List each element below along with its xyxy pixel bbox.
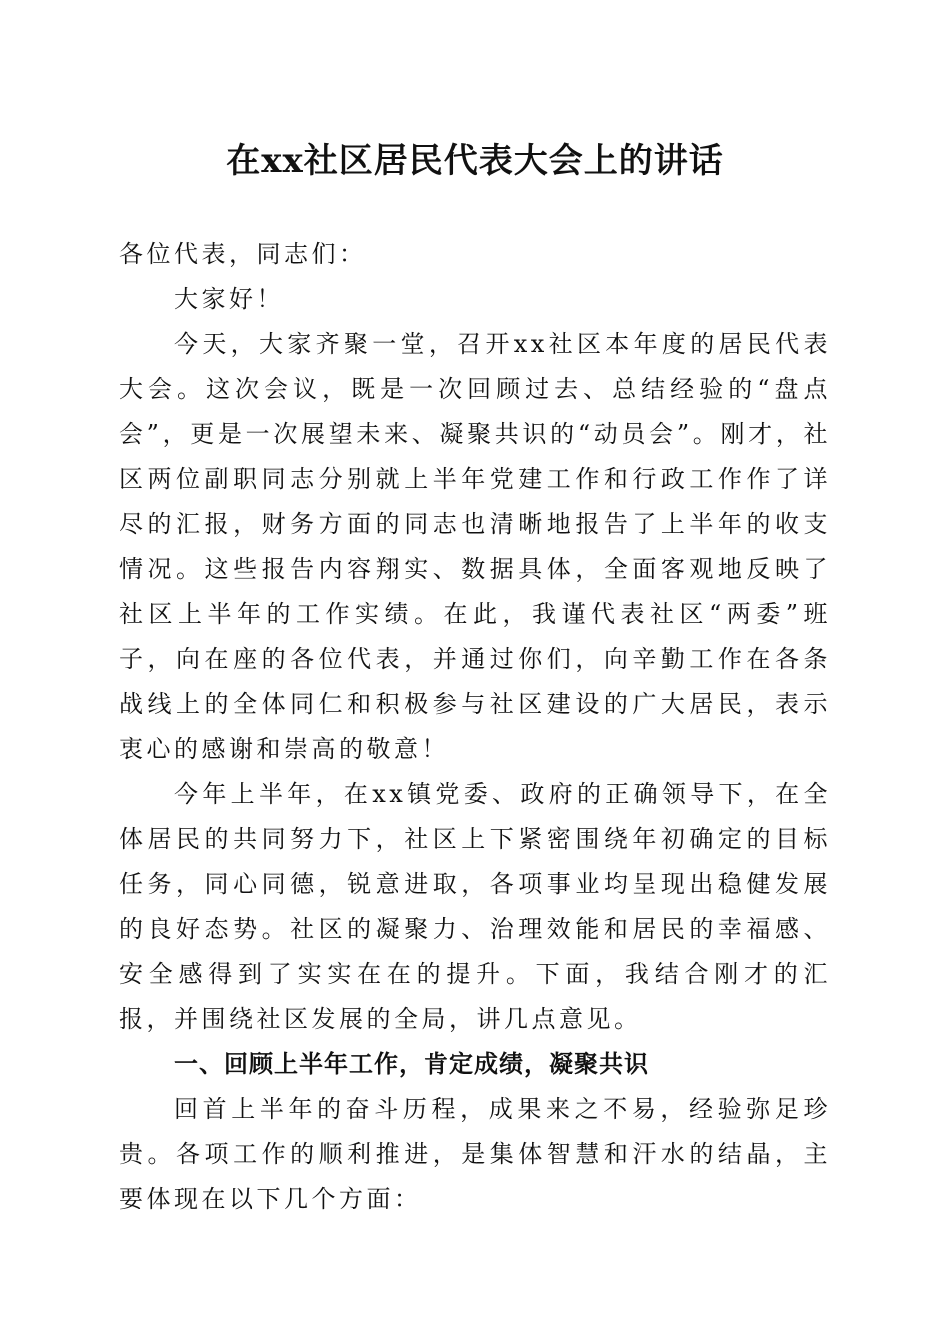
paragraph-half-year-summary: 今年上半年，在xx镇党委、政府的正确领导下，在全体居民的共同努力下，社区上下紧密围绕年初确定的目标任务，同心同德，锐意进取，各项事业均呈现出稳健发展的良好态势。社区的凝聚力、治理效能和居民的幸福感、安全感得到了实实在在的提升。下面，我结合刚才的汇报，并围绕社区发展的全局，讲几点意见。 [119,780,831,1033]
paragraph-opening: 今天，大家齐聚一堂，召开xx社区本年度的居民代表大会。这次会议，既是一次回顾过去、总结经验的“盘点会”，更是一次展望未来、凝聚共识的“动员会”。刚才，社区两位副职同志分别就上半年党建工作和行政工作作了详尽的汇报，财务方面的同志也清晰地报告了上半年的收支情况。这些报告内容翔实、数据具体，全面客观地反映了社区上半年的工作实绩。在此，我谨代表社区“两委”班子，向在座的各位代表，并通过你们，向辛勤工作在各条战线上的全体同仁和积极参与社区建设的广大居民，表示衷心的感谢和崇高的敬意！ [119,330,831,763]
document-title: 在xx社区居民代表大会上的讲话 [226,141,724,181]
greeting: 大家好！ [174,285,284,313]
section-heading: 一、回顾上半年工作，肯定成绩，凝聚共识 [174,1050,649,1078]
document-body [119,232,831,1222]
paragraph-section-intro: 回首上半年的奋斗历程，成果来之不易，经验弥足珍贵。各项工作的顺利推进，是集体智慧和汗水的结晶，主要体现在以下几个方面： [119,1095,831,1213]
salutation: 各位代表，同志们： [119,240,367,268]
